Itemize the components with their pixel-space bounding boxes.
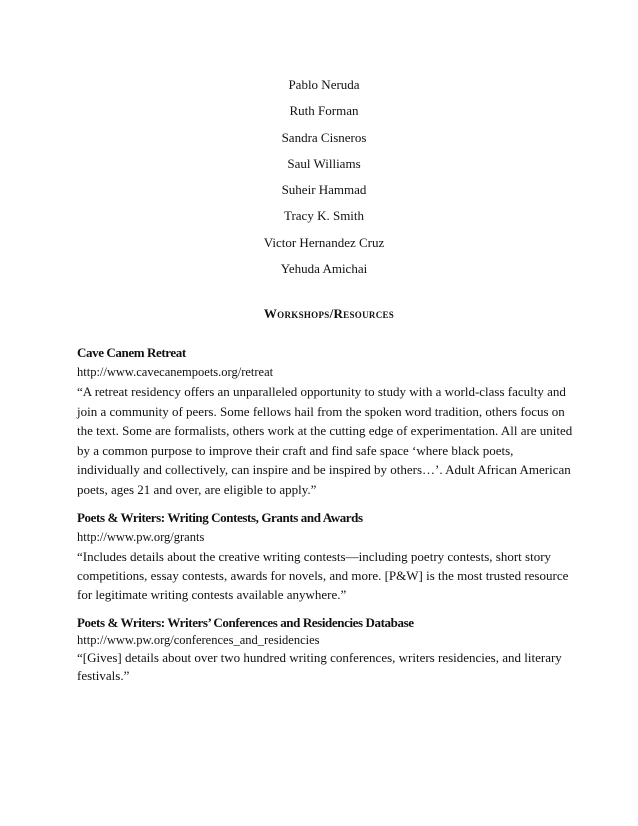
section-heading: Workshops/Resources (263, 306, 395, 321)
resource-title: Poets & Writers: Writing Contests, Grants and Awards (77, 509, 363, 525)
resource-entry (77, 613, 577, 684)
resource-url: http://www.pw.org/conferences_and_residencies (77, 632, 320, 647)
poet-name: Yehuda Amichai (280, 261, 368, 277)
resource-description: “Includes details about the creative writing contests—including poetry contests, short story competitions, essay contests, awards for novels, and more. [P&W] is the most trusted resource for legitimate writing contests available anywhere.” (77, 548, 569, 603)
poet-name: Saul Williams (287, 155, 361, 171)
poet-name: Tracy K. Smith (283, 208, 365, 224)
resource-url: http://www.pw.org/grants (77, 529, 205, 544)
poet-name: Ruth Forman (289, 103, 359, 119)
resource-description: “A retreat residency offers an unparalleled opportunity to study with a world-class faculty and join a community of peers. Some fellows hail from the spoken word tradition, others focus on the text. Some are formalists, others work at the cutting edge of experimentation. All are united by a common purpose to improve their craft and find safe space ‘where black poets, individually and collectively, can inspire and be inspired by others…’. Adult African American poets, ages 21 and over, are eligible to apply.” (77, 384, 573, 497)
poet-name: Sandra Cisneros (281, 129, 367, 145)
poet-name: Victor Hernandez Cruz (263, 234, 385, 250)
resource-title: Cave Canem Retreat (77, 345, 186, 360)
resource-entry (77, 343, 577, 500)
resource-entry (77, 508, 577, 605)
poet-name-list (0, 72, 638, 282)
resource-title: Poets & Writers: Writers’ Conferences and Residencies Database (77, 614, 414, 630)
poet-name: Suheir Hammad (281, 182, 367, 198)
resource-url: http://www.cavecanempoets.org/retreat (77, 365, 274, 379)
poet-name: Pablo Neruda (288, 77, 360, 92)
resource-description: “[Gives] details about over two hundred writing conferences, writers residencies, and literary festivals.” (77, 650, 562, 683)
resource-list (77, 343, 577, 692)
